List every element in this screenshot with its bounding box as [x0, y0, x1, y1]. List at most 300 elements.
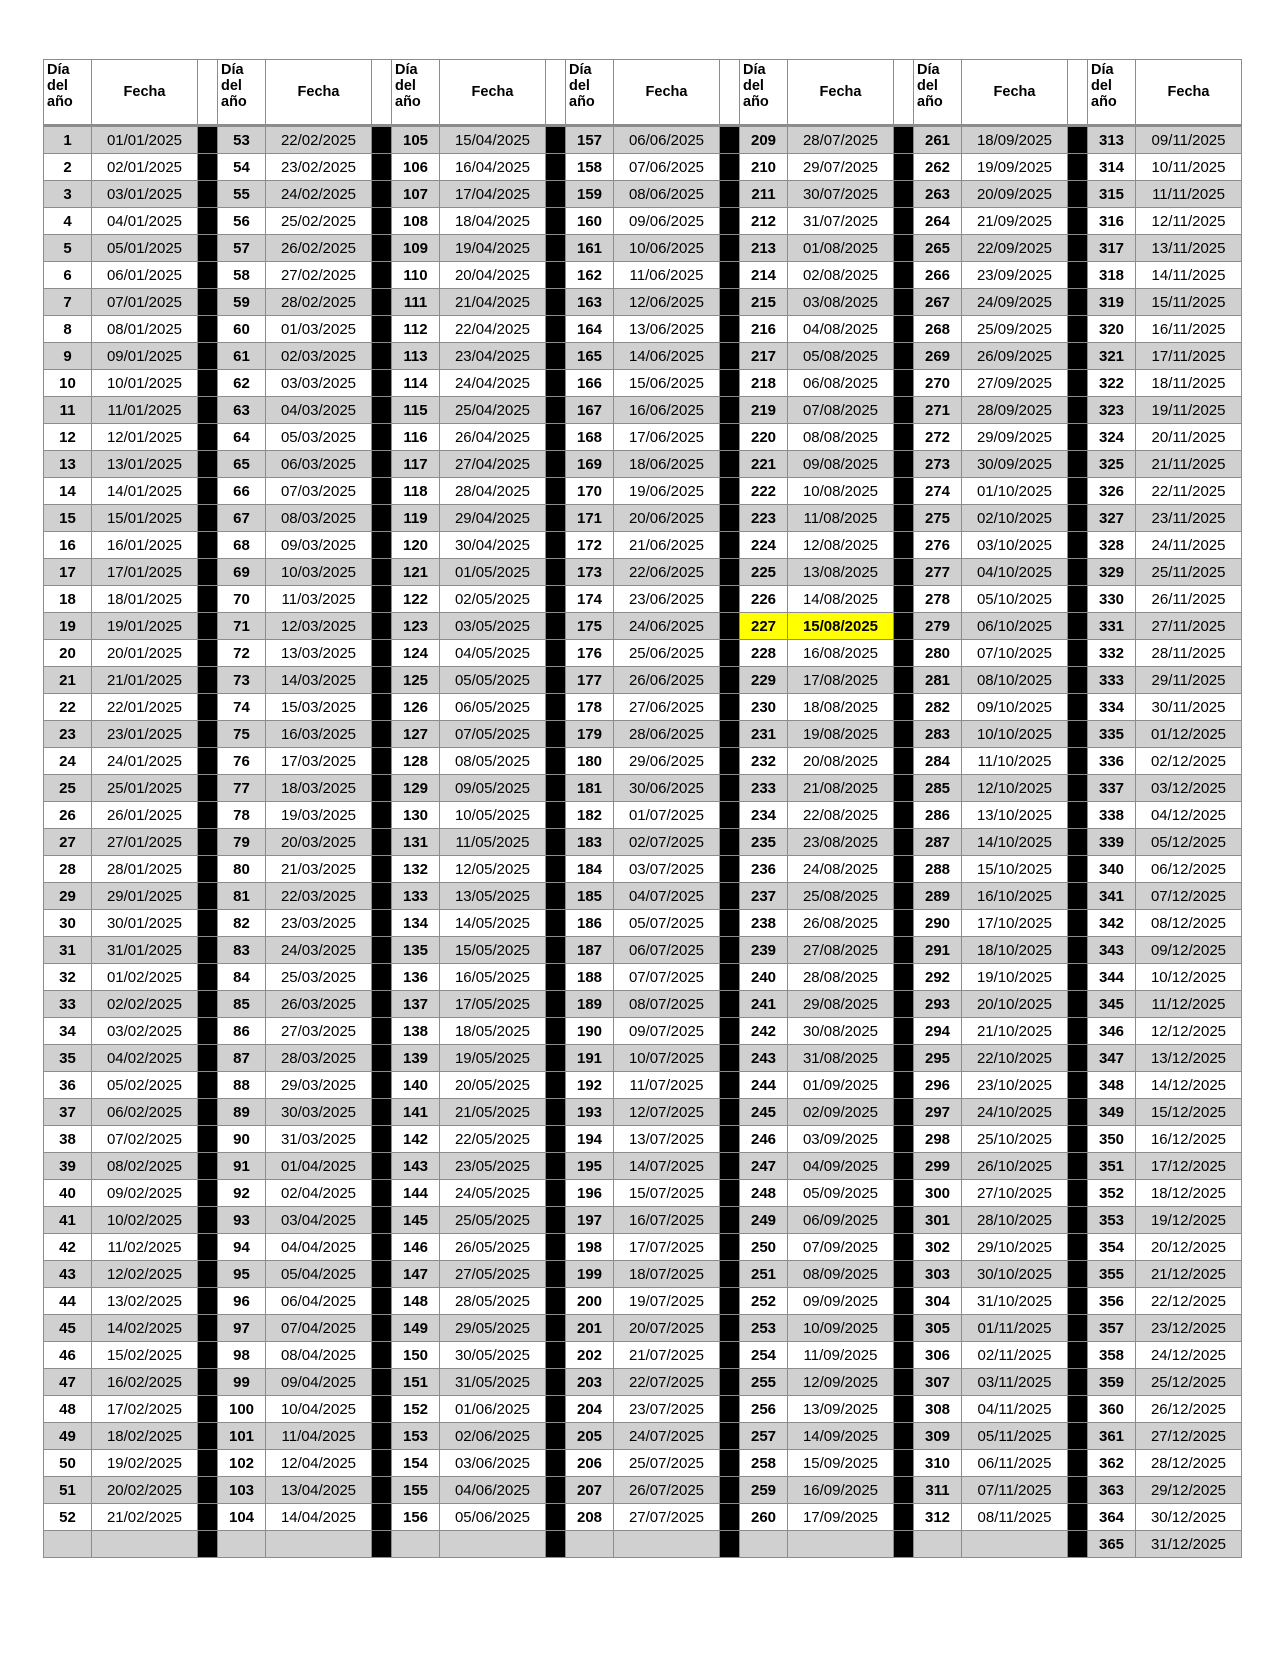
- column-separator: [1068, 721, 1088, 748]
- day-number-cell: 229: [740, 667, 788, 694]
- column-separator: [198, 586, 218, 613]
- column-separator: [894, 964, 914, 991]
- header-dia-word: año: [1091, 94, 1117, 110]
- date-cell: 26/02/2025: [266, 235, 372, 262]
- day-number-cell: 150: [392, 1342, 440, 1369]
- header-dia-del-ano: [44, 60, 92, 126]
- date-cell: 04/05/2025: [440, 640, 546, 667]
- date-cell: 23/01/2025: [92, 721, 198, 748]
- date-cell: 16/09/2025: [788, 1477, 894, 1504]
- date-cell: 25/11/2025: [1136, 559, 1242, 586]
- column-separator: [198, 1261, 218, 1288]
- date-cell: 02/01/2025: [92, 154, 198, 181]
- column-separator: [198, 1531, 218, 1558]
- column-separator: [720, 126, 740, 154]
- table-row: [44, 1180, 1242, 1207]
- column-separator: [1068, 451, 1088, 478]
- date-cell: 23/11/2025: [1136, 505, 1242, 532]
- column-separator: [372, 1477, 392, 1504]
- column-separator: [894, 694, 914, 721]
- table-row: [44, 802, 1242, 829]
- date-cell: 15/12/2025: [1136, 1099, 1242, 1126]
- date-cell: 13/11/2025: [1136, 235, 1242, 262]
- day-number-cell: 106: [392, 154, 440, 181]
- date-cell: 12/03/2025: [266, 613, 372, 640]
- date-cell: 13/02/2025: [92, 1288, 198, 1315]
- day-number-cell: 180: [566, 748, 614, 775]
- date-cell: 16/11/2025: [1136, 316, 1242, 343]
- column-separator: [1068, 424, 1088, 451]
- date-cell: 11/05/2025: [440, 829, 546, 856]
- day-number-cell: 133: [392, 883, 440, 910]
- day-number-cell: 77: [218, 775, 266, 802]
- day-number-cell: 226: [740, 586, 788, 613]
- day-number-cell: 345: [1088, 991, 1136, 1018]
- column-separator: [1068, 937, 1088, 964]
- day-number-cell: 116: [392, 424, 440, 451]
- day-number-cell: 173: [566, 559, 614, 586]
- column-separator: [372, 964, 392, 991]
- day-number-cell: 68: [218, 532, 266, 559]
- day-number-cell: 104: [218, 1504, 266, 1531]
- date-cell: 01/11/2025: [962, 1315, 1068, 1342]
- table-row: [44, 1261, 1242, 1288]
- day-number-cell: 145: [392, 1207, 440, 1234]
- column-separator: [198, 154, 218, 181]
- column-separator: [198, 802, 218, 829]
- day-number-cell: 163: [566, 289, 614, 316]
- column-separator: [894, 613, 914, 640]
- column-separator: [198, 1099, 218, 1126]
- day-number-cell: 363: [1088, 1477, 1136, 1504]
- day-number-cell: 100: [218, 1396, 266, 1423]
- day-number-cell: 263: [914, 181, 962, 208]
- day-number-cell: 155: [392, 1477, 440, 1504]
- day-number-cell: 62: [218, 370, 266, 397]
- date-cell: 08/01/2025: [92, 316, 198, 343]
- date-cell: 19/07/2025: [614, 1288, 720, 1315]
- date-cell: 27/11/2025: [1136, 613, 1242, 640]
- column-separator: [1068, 1045, 1088, 1072]
- day-number-cell: 207: [566, 1477, 614, 1504]
- table-row: [44, 478, 1242, 505]
- column-separator: [198, 991, 218, 1018]
- day-number-cell: 198: [566, 1234, 614, 1261]
- day-number-cell: 356: [1088, 1288, 1136, 1315]
- day-number-cell: 282: [914, 694, 962, 721]
- column-separator: [372, 262, 392, 289]
- column-separator: [372, 451, 392, 478]
- column-separator: [372, 1234, 392, 1261]
- column-separator: [372, 235, 392, 262]
- day-number-cell: 259: [740, 1477, 788, 1504]
- date-cell: 17/08/2025: [788, 667, 894, 694]
- day-number-cell: 223: [740, 505, 788, 532]
- date-cell: 09/08/2025: [788, 451, 894, 478]
- column-separator: [720, 856, 740, 883]
- header-dia-word: Día: [395, 62, 418, 78]
- date-cell: 11/01/2025: [92, 397, 198, 424]
- day-number-cell: 220: [740, 424, 788, 451]
- day-number-cell: 297: [914, 1099, 962, 1126]
- column-separator: [1068, 262, 1088, 289]
- date-cell: 17/11/2025: [1136, 343, 1242, 370]
- day-number-cell: 27: [44, 829, 92, 856]
- column-separator: [546, 154, 566, 181]
- column-separator: [720, 1018, 740, 1045]
- day-number-cell: 177: [566, 667, 614, 694]
- column-separator: [546, 235, 566, 262]
- day-number-cell: 237: [740, 883, 788, 910]
- date-cell: 04/08/2025: [788, 316, 894, 343]
- date-cell: 28/06/2025: [614, 721, 720, 748]
- column-separator: [894, 640, 914, 667]
- column-separator: [720, 1261, 740, 1288]
- date-cell: 14/11/2025: [1136, 262, 1242, 289]
- date-cell: 22/06/2025: [614, 559, 720, 586]
- date-cell: 28/10/2025: [962, 1207, 1068, 1234]
- column-separator: [1068, 694, 1088, 721]
- date-cell: 03/11/2025: [962, 1369, 1068, 1396]
- date-cell: 29/03/2025: [266, 1072, 372, 1099]
- day-number-cell: 148: [392, 1288, 440, 1315]
- day-number-cell: 267: [914, 289, 962, 316]
- date-cell: 01/07/2025: [614, 802, 720, 829]
- day-number-cell: 331: [1088, 613, 1136, 640]
- column-separator: [720, 424, 740, 451]
- date-cell: 10/10/2025: [962, 721, 1068, 748]
- day-number-cell: 131: [392, 829, 440, 856]
- column-separator: [546, 586, 566, 613]
- column-separator: [720, 262, 740, 289]
- day-number-cell: 73: [218, 667, 266, 694]
- date-cell: 25/05/2025: [440, 1207, 546, 1234]
- date-cell: 13/04/2025: [266, 1477, 372, 1504]
- day-number-cell: 5: [44, 235, 92, 262]
- day-number-cell: 272: [914, 424, 962, 451]
- day-number-cell: 187: [566, 937, 614, 964]
- day-number-cell: 319: [1088, 289, 1136, 316]
- day-number-cell: 248: [740, 1180, 788, 1207]
- column-separator: [546, 991, 566, 1018]
- day-number-cell: 140: [392, 1072, 440, 1099]
- column-separator: [546, 1045, 566, 1072]
- date-cell: 11/10/2025: [962, 748, 1068, 775]
- day-number-cell: 152: [392, 1396, 440, 1423]
- day-number-cell: 335: [1088, 721, 1136, 748]
- column-separator: [720, 1504, 740, 1531]
- day-number-cell: 48: [44, 1396, 92, 1423]
- column-separator: [720, 829, 740, 856]
- header-dia-word: año: [395, 94, 421, 110]
- day-number-cell: 159: [566, 181, 614, 208]
- header-dia-word: del: [569, 78, 590, 94]
- day-number-cell: 313: [1088, 126, 1136, 154]
- header-fecha: Fecha: [266, 60, 372, 126]
- date-cell: 15/07/2025: [614, 1180, 720, 1207]
- column-separator: [372, 1342, 392, 1369]
- date-cell: 14/03/2025: [266, 667, 372, 694]
- column-separator: [894, 1099, 914, 1126]
- day-number-cell: 341: [1088, 883, 1136, 910]
- day-number-cell: 276: [914, 532, 962, 559]
- column-separator: [894, 586, 914, 613]
- date-cell: 22/07/2025: [614, 1369, 720, 1396]
- day-number-cell: 274: [914, 478, 962, 505]
- day-number-cell: 169: [566, 451, 614, 478]
- day-number-cell: 254: [740, 1342, 788, 1369]
- day-number-cell: 339: [1088, 829, 1136, 856]
- date-cell: 12/06/2025: [614, 289, 720, 316]
- day-number-cell: 37: [44, 1099, 92, 1126]
- header-dia-del-ano: [218, 60, 266, 126]
- date-cell: 31/07/2025: [788, 208, 894, 235]
- day-number-cell: 117: [392, 451, 440, 478]
- date-cell: 19/01/2025: [92, 613, 198, 640]
- day-number-cell: 184: [566, 856, 614, 883]
- column-separator: [372, 1450, 392, 1477]
- date-cell: 10/07/2025: [614, 1045, 720, 1072]
- table-row: [44, 1477, 1242, 1504]
- date-cell: 02/03/2025: [266, 343, 372, 370]
- date-cell: 18/11/2025: [1136, 370, 1242, 397]
- date-cell: 31/03/2025: [266, 1126, 372, 1153]
- day-number-cell: 125: [392, 667, 440, 694]
- date-cell: 21/12/2025: [1136, 1261, 1242, 1288]
- day-number-cell: 230: [740, 694, 788, 721]
- column-separator: [372, 397, 392, 424]
- day-number-cell: [218, 1531, 266, 1558]
- column-separator: [894, 802, 914, 829]
- date-cell: 18/10/2025: [962, 937, 1068, 964]
- date-cell: 13/12/2025: [1136, 1045, 1242, 1072]
- day-number-cell: 119: [392, 505, 440, 532]
- column-separator: [720, 721, 740, 748]
- date-cell: 23/07/2025: [614, 1396, 720, 1423]
- column-separator: [198, 964, 218, 991]
- day-number-cell: 316: [1088, 208, 1136, 235]
- date-cell: 18/08/2025: [788, 694, 894, 721]
- column-separator: [894, 262, 914, 289]
- date-cell: 18/01/2025: [92, 586, 198, 613]
- column-separator: [546, 613, 566, 640]
- column-separator: [198, 1315, 218, 1342]
- column-separator: [1068, 208, 1088, 235]
- date-cell: 24/06/2025: [614, 613, 720, 640]
- day-number-cell: 245: [740, 1099, 788, 1126]
- date-cell: 20/11/2025: [1136, 424, 1242, 451]
- table-row: [44, 856, 1242, 883]
- column-separator: [1068, 991, 1088, 1018]
- column-separator: [198, 1288, 218, 1315]
- column-separator: [894, 181, 914, 208]
- date-cell: 16/03/2025: [266, 721, 372, 748]
- day-number-cell: 299: [914, 1153, 962, 1180]
- column-separator: [372, 748, 392, 775]
- header-dia-del-ano: [914, 60, 962, 126]
- date-cell: 13/07/2025: [614, 1126, 720, 1153]
- date-cell: 21/01/2025: [92, 667, 198, 694]
- date-cell: 08/07/2025: [614, 991, 720, 1018]
- day-number-cell: 281: [914, 667, 962, 694]
- column-separator: [1068, 640, 1088, 667]
- column-separator: [372, 1504, 392, 1531]
- date-cell: 11/04/2025: [266, 1423, 372, 1450]
- column-separator: [372, 1369, 392, 1396]
- column-separator: [546, 1342, 566, 1369]
- date-cell: 25/09/2025: [962, 316, 1068, 343]
- column-separator: [1068, 1207, 1088, 1234]
- date-cell: 03/06/2025: [440, 1450, 546, 1477]
- date-cell: 22/05/2025: [440, 1126, 546, 1153]
- table-row: [44, 505, 1242, 532]
- column-separator: [546, 316, 566, 343]
- day-number-cell: 94: [218, 1234, 266, 1261]
- header-dia-word: del: [917, 78, 938, 94]
- table-row: [44, 316, 1242, 343]
- day-number-cell: 132: [392, 856, 440, 883]
- table-row: [44, 1207, 1242, 1234]
- day-number-cell: 193: [566, 1099, 614, 1126]
- date-cell: 02/12/2025: [1136, 748, 1242, 775]
- date-cell: 26/08/2025: [788, 910, 894, 937]
- column-separator: [372, 559, 392, 586]
- day-number-cell: 325: [1088, 451, 1136, 478]
- date-cell: 08/09/2025: [788, 1261, 894, 1288]
- date-cell: 20/07/2025: [614, 1315, 720, 1342]
- column-separator: [720, 1423, 740, 1450]
- date-cell: 06/05/2025: [440, 694, 546, 721]
- day-number-cell: 235: [740, 829, 788, 856]
- date-cell: 02/09/2025: [788, 1099, 894, 1126]
- day-number-cell: 99: [218, 1369, 266, 1396]
- column-separator: [372, 1126, 392, 1153]
- date-cell: 30/01/2025: [92, 910, 198, 937]
- date-cell: 27/08/2025: [788, 937, 894, 964]
- column-separator: [1068, 829, 1088, 856]
- date-cell: 07/02/2025: [92, 1126, 198, 1153]
- day-number-cell: 205: [566, 1423, 614, 1450]
- day-number-cell: 249: [740, 1207, 788, 1234]
- date-cell: 06/10/2025: [962, 613, 1068, 640]
- table-row: [44, 126, 1242, 154]
- day-number-cell: 322: [1088, 370, 1136, 397]
- column-separator: [546, 1072, 566, 1099]
- date-cell: 30/10/2025: [962, 1261, 1068, 1288]
- column-separator: [1068, 586, 1088, 613]
- day-number-cell: 295: [914, 1045, 962, 1072]
- day-number-cell: 260: [740, 1504, 788, 1531]
- header-dia-word: Día: [917, 62, 940, 78]
- column-separator: [198, 1369, 218, 1396]
- column-separator: [372, 694, 392, 721]
- column-separator: [546, 289, 566, 316]
- column-separator: [894, 1423, 914, 1450]
- date-cell: 05/11/2025: [962, 1423, 1068, 1450]
- day-number-cell: 96: [218, 1288, 266, 1315]
- column-separator: [894, 1072, 914, 1099]
- column-separator: [546, 397, 566, 424]
- day-number-cell: 251: [740, 1261, 788, 1288]
- date-cell: 18/03/2025: [266, 775, 372, 802]
- date-cell: 10/12/2025: [1136, 964, 1242, 991]
- date-cell: 08/03/2025: [266, 505, 372, 532]
- day-number-cell: 161: [566, 235, 614, 262]
- header-dia-word: año: [47, 94, 73, 110]
- date-cell: 11/12/2025: [1136, 991, 1242, 1018]
- date-cell: 09/11/2025: [1136, 126, 1242, 154]
- date-cell: 23/06/2025: [614, 586, 720, 613]
- table-row: [44, 829, 1242, 856]
- day-number-cell: 296: [914, 1072, 962, 1099]
- date-cell: 03/08/2025: [788, 289, 894, 316]
- date-cell: 07/07/2025: [614, 964, 720, 991]
- date-cell: 27/10/2025: [962, 1180, 1068, 1207]
- header-dia-del-ano: [740, 60, 788, 126]
- day-number-cell: 90: [218, 1126, 266, 1153]
- column-separator: [372, 1045, 392, 1072]
- date-cell: 14/05/2025: [440, 910, 546, 937]
- day-number-cell: 50: [44, 1450, 92, 1477]
- column-separator: [720, 235, 740, 262]
- date-cell: 26/05/2025: [440, 1234, 546, 1261]
- day-number-cell: 203: [566, 1369, 614, 1396]
- date-cell: 05/02/2025: [92, 1072, 198, 1099]
- day-number-cell: 16: [44, 532, 92, 559]
- day-number-cell: 23: [44, 721, 92, 748]
- date-cell: 10/02/2025: [92, 1207, 198, 1234]
- date-cell: 22/09/2025: [962, 235, 1068, 262]
- column-separator: [198, 829, 218, 856]
- column-separator: [720, 1180, 740, 1207]
- date-cell: 11/09/2025: [788, 1342, 894, 1369]
- column-separator: [372, 721, 392, 748]
- day-number-cell: 359: [1088, 1369, 1136, 1396]
- day-number-cell: 353: [1088, 1207, 1136, 1234]
- table-row: [44, 775, 1242, 802]
- day-number-cell: 176: [566, 640, 614, 667]
- date-cell: 13/03/2025: [266, 640, 372, 667]
- date-cell: 24/01/2025: [92, 748, 198, 775]
- date-cell: 11/07/2025: [614, 1072, 720, 1099]
- column-separator: [198, 883, 218, 910]
- day-number-cell: 232: [740, 748, 788, 775]
- column-separator: [198, 1072, 218, 1099]
- day-number-cell: 30: [44, 910, 92, 937]
- day-number-cell: 258: [740, 1450, 788, 1477]
- day-number-cell: 285: [914, 775, 962, 802]
- day-number-cell: 192: [566, 1072, 614, 1099]
- day-number-cell: 352: [1088, 1180, 1136, 1207]
- date-cell: 14/08/2025: [788, 586, 894, 613]
- date-cell: 12/10/2025: [962, 775, 1068, 802]
- date-cell: 12/08/2025: [788, 532, 894, 559]
- date-cell: 08/12/2025: [1136, 910, 1242, 937]
- date-cell: 03/09/2025: [788, 1126, 894, 1153]
- column-separator: [720, 1342, 740, 1369]
- date-cell: 27/09/2025: [962, 370, 1068, 397]
- column-separator: [372, 1261, 392, 1288]
- day-number-cell: 252: [740, 1288, 788, 1315]
- date-cell: 06/04/2025: [266, 1288, 372, 1315]
- date-cell: 14/04/2025: [266, 1504, 372, 1531]
- date-cell: 12/05/2025: [440, 856, 546, 883]
- date-cell: 02/08/2025: [788, 262, 894, 289]
- column-separator: [894, 991, 914, 1018]
- day-number-cell: 109: [392, 235, 440, 262]
- date-cell: 04/10/2025: [962, 559, 1068, 586]
- day-number-cell: 65: [218, 451, 266, 478]
